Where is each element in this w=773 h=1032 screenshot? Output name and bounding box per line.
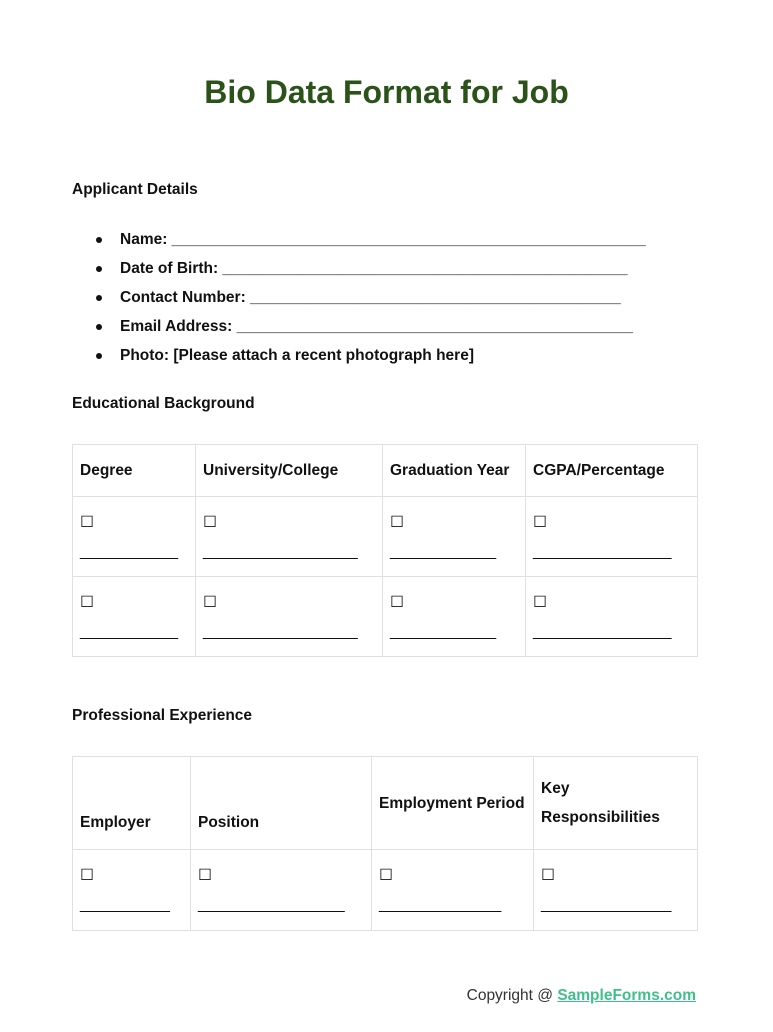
- professional-experience-heading: Professional Experience: [72, 707, 253, 724]
- checkbox-icon[interactable]: ☐: [80, 593, 94, 611]
- table-cell[interactable]: [534, 850, 698, 931]
- educational-background-heading: Educational Background: [72, 395, 255, 412]
- blank-line: ___________: [80, 896, 170, 913]
- table-cell[interactable]: [73, 577, 196, 657]
- checkbox-icon[interactable]: ☐: [203, 593, 217, 611]
- column-header-key-responsibilities: Key Responsibilities: [534, 757, 698, 850]
- table-cell[interactable]: [372, 850, 534, 931]
- list-item-photo: [72, 344, 646, 373]
- table-cell[interactable]: [73, 497, 196, 577]
- blank-line: _______________: [379, 896, 501, 913]
- column-header-employer: Employer: [73, 757, 191, 850]
- bullet-icon: [96, 237, 102, 243]
- copyright-text: Copyright @: [466, 987, 558, 1004]
- field-label-photo: Photo: [Please attach a recent photograph here]: [120, 347, 474, 364]
- field-label-name: Name: _______________________________________________________: [120, 231, 646, 248]
- blank-line: ____________: [80, 622, 178, 640]
- table-row: [73, 577, 698, 657]
- bullet-icon: [96, 295, 102, 301]
- table-cell[interactable]: [383, 577, 526, 657]
- field-label-date-of-birth: Date of Birth: _______________________________________________: [120, 260, 628, 277]
- table-cell[interactable]: [526, 577, 698, 657]
- bullet-icon: [96, 266, 102, 272]
- list-item-email-address: [72, 315, 646, 344]
- copyright-footer: [467, 987, 696, 1005]
- table-cell[interactable]: [73, 850, 191, 931]
- bullet-icon: [96, 353, 102, 359]
- table-row: [73, 497, 698, 577]
- checkbox-icon[interactable]: ☐: [533, 513, 547, 531]
- column-header-degree: Degree: [73, 445, 196, 497]
- page-title: Bio Data Format for Job: [204, 74, 569, 110]
- table-cell[interactable]: [191, 850, 372, 931]
- checkbox-icon[interactable]: ☐: [198, 867, 212, 884]
- table-header-row: [73, 445, 698, 497]
- table-cell[interactable]: [196, 577, 383, 657]
- checkbox-icon[interactable]: ☐: [80, 867, 94, 884]
- checkbox-icon[interactable]: ☐: [390, 593, 404, 611]
- column-header-position: Position: [191, 757, 372, 850]
- checkbox-icon[interactable]: ☐: [390, 513, 404, 531]
- table-header-row: [73, 757, 698, 850]
- checkbox-icon[interactable]: ☐: [203, 513, 217, 531]
- table-cell[interactable]: [196, 497, 383, 577]
- table-cell[interactable]: [383, 497, 526, 577]
- list-item-date-of-birth: [72, 257, 646, 286]
- blank-line: _________________: [533, 622, 672, 640]
- applicant-details-list: [72, 228, 646, 373]
- blank-line: _____________: [390, 622, 496, 640]
- applicant-details-heading: Applicant Details: [72, 181, 198, 198]
- blank-line: _________________: [533, 542, 672, 560]
- blank-line: ___________________: [203, 622, 358, 640]
- education-table: [72, 444, 698, 657]
- column-header-cgpa: CGPA/Percentage: [526, 445, 698, 497]
- column-header-employment-period: Employment Period: [372, 757, 534, 850]
- blank-line: ___________________: [203, 542, 358, 560]
- checkbox-icon[interactable]: ☐: [541, 867, 555, 884]
- bullet-icon: [96, 324, 102, 330]
- field-label-contact-number: Contact Number: ___________________________________________: [120, 289, 621, 306]
- blank-line: ________________: [541, 896, 671, 913]
- table-cell[interactable]: [526, 497, 698, 577]
- blank-line: ____________: [80, 542, 178, 560]
- column-header-university: University/College: [196, 445, 383, 497]
- experience-table: [72, 756, 698, 931]
- checkbox-icon[interactable]: ☐: [80, 513, 94, 531]
- blank-line: __________________: [198, 896, 345, 913]
- checkbox-icon[interactable]: ☐: [379, 867, 393, 884]
- list-item-name: [72, 228, 646, 257]
- column-header-graduation-year: Graduation Year: [383, 445, 526, 497]
- checkbox-icon[interactable]: ☐: [533, 593, 547, 611]
- blank-line: _____________: [390, 542, 496, 560]
- table-row: [73, 850, 698, 931]
- list-item-contact-number: [72, 286, 646, 315]
- field-label-email-address: Email Address: ______________________________________________: [120, 318, 634, 335]
- brand-link[interactable]: SampleForms.com: [557, 987, 696, 1004]
